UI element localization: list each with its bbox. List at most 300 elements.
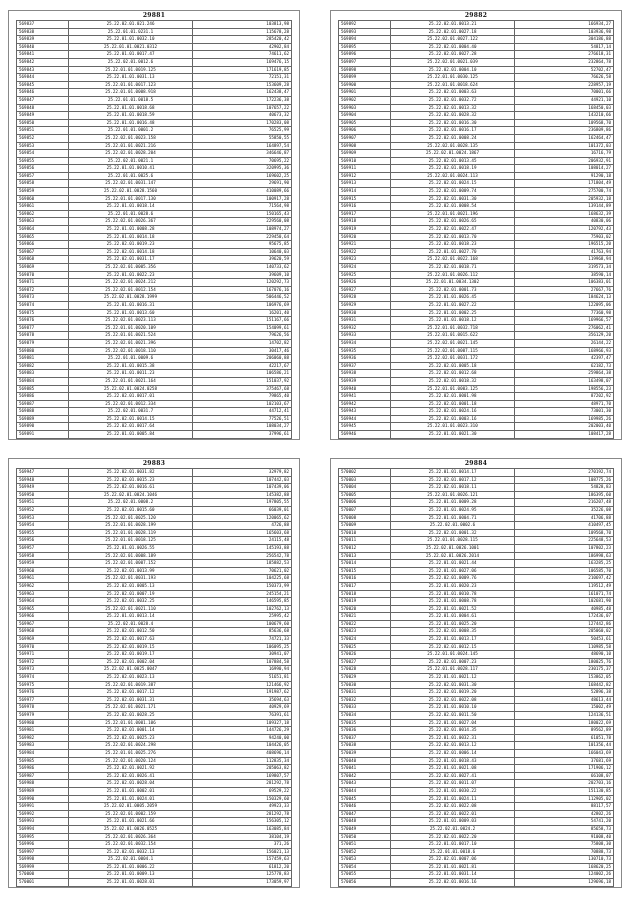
table-row bbox=[339, 749, 614, 757]
record-id-cell: 569977 bbox=[17, 696, 69, 704]
reference-code-cell: 25.22.02.01.0018.19 bbox=[390, 165, 515, 173]
reference-code-cell: 25.22.02.01.0002.04 bbox=[68, 658, 193, 666]
table-row bbox=[339, 119, 614, 127]
amount-cell: 169807,57 bbox=[193, 772, 292, 780]
amount-cell: 95675,85 bbox=[193, 241, 292, 249]
amount-cell: 186998,63 bbox=[515, 552, 614, 560]
table-row bbox=[339, 233, 614, 241]
record-id-cell: 569921 bbox=[339, 241, 391, 249]
reference-code-cell: 25.22.02.01.0017.12 bbox=[390, 476, 515, 484]
amount-cell: 119512,49 bbox=[515, 582, 614, 590]
record-id-cell: 570046 bbox=[339, 803, 391, 811]
amount-cell: 52702,47 bbox=[515, 66, 614, 74]
reference-code-cell: 25.22.02.01.0008.24 bbox=[390, 134, 515, 142]
amount-cell: 16990,94 bbox=[193, 666, 292, 674]
table-row bbox=[339, 96, 614, 104]
record-id-cell: 570052 bbox=[339, 848, 391, 856]
table-row bbox=[17, 810, 292, 818]
amount-cell: 276618,31 bbox=[515, 51, 614, 59]
record-id-cell: 569879 bbox=[17, 339, 69, 347]
reference-code-cell: 25.22.01.01.0002.01 bbox=[68, 787, 193, 795]
record-id-cell: 569873 bbox=[17, 294, 69, 302]
record-id-cell: 569926 bbox=[339, 279, 391, 287]
reference-code-cell: 25.22.02.01.0007.23 bbox=[390, 658, 515, 666]
amount-cell: 125778,83 bbox=[193, 871, 292, 879]
amount-cell: 232864,78 bbox=[515, 58, 614, 66]
amount-cell: 146595,85 bbox=[193, 598, 292, 606]
table-row bbox=[339, 734, 614, 742]
reference-code-cell: 25.22.02.01.0031.31 bbox=[68, 696, 193, 704]
reference-code-cell: 25.22.02.01.0014.35 bbox=[390, 727, 515, 735]
reference-code-cell: 25.22.02.01.0012.334 bbox=[68, 400, 193, 408]
reference-code-cell: 25.22.02.01.0012.15 bbox=[390, 643, 515, 651]
reference-code-cell: 25.22.02.01.0031.172 bbox=[390, 355, 515, 363]
reference-code-cell: 25.22.02.01.0017.63 bbox=[68, 636, 193, 644]
amount-cell: 371,26 bbox=[193, 841, 292, 849]
table-row bbox=[339, 89, 614, 97]
reference-code-cell: 25.22.01.01.0010.10 bbox=[390, 704, 515, 712]
table-row bbox=[339, 780, 614, 788]
amount-cell: 276062,41 bbox=[515, 324, 614, 332]
table-row bbox=[17, 112, 292, 120]
table-row bbox=[17, 317, 292, 325]
amount-cell: 410497,45 bbox=[515, 522, 614, 530]
amount-cell: 229450,64 bbox=[193, 233, 292, 241]
record-id-cell: 569937 bbox=[339, 362, 391, 370]
reference-code-cell: 25.22.02.01.0028.204 bbox=[68, 150, 193, 158]
record-id-cell: 570006 bbox=[339, 499, 391, 507]
table-row bbox=[17, 871, 292, 879]
table-row bbox=[339, 355, 614, 363]
reference-code-cell: 25.22.02.01.0027.41 bbox=[390, 772, 515, 780]
amount-cell: 356129,20 bbox=[515, 332, 614, 340]
record-id-cell: 569995 bbox=[17, 833, 69, 841]
reference-code-cell: 25.22.01.01.0003.125 bbox=[390, 385, 515, 393]
amount-cell: 154099,61 bbox=[193, 324, 292, 332]
reference-code-cell: 25.22.01.01.0017.130 bbox=[68, 195, 193, 203]
amount-cell: 163285,25 bbox=[515, 560, 614, 568]
table-row bbox=[339, 393, 614, 401]
table-row bbox=[17, 142, 292, 150]
record-id-cell: 570025 bbox=[339, 643, 391, 651]
reference-code-cell: 25.22.02.01.0021.171 bbox=[68, 704, 193, 712]
amount-cell: 77360,98 bbox=[515, 309, 614, 317]
reference-code-cell: 25.22.02.01.0001.73 bbox=[390, 286, 515, 294]
record-id-cell: 569890 bbox=[17, 423, 69, 431]
reference-code-cell: 25.22.02.01.0021.110 bbox=[68, 605, 193, 613]
record-id-cell: 569951 bbox=[17, 499, 69, 507]
record-id-cell: 569904 bbox=[339, 112, 391, 120]
amount-cell: 164897,54 bbox=[193, 142, 292, 150]
table-row bbox=[17, 355, 292, 363]
record-id-cell: 569999 bbox=[17, 863, 69, 871]
reference-code-cell: 25.22.02.01.0012.6 bbox=[68, 58, 193, 66]
reference-code-cell: 25.22.01.01.0009.13 bbox=[68, 871, 193, 879]
reference-code-cell: 25.22.01.01.0009.03 bbox=[390, 818, 515, 826]
record-id-cell: 569838 bbox=[17, 28, 69, 36]
reference-code-cell: 25.22.02.01.0013.12 bbox=[390, 742, 515, 750]
amount-cell: 50453,61 bbox=[515, 636, 614, 644]
record-id-cell: 569974 bbox=[17, 674, 69, 682]
table-row bbox=[17, 43, 292, 51]
amount-cell: 101356,44 bbox=[515, 742, 614, 750]
table-row bbox=[17, 491, 292, 499]
table-row bbox=[17, 605, 292, 613]
table-row bbox=[17, 537, 292, 545]
reference-code-cell: 25.22.02.01.0032.13 bbox=[68, 848, 193, 856]
table-row bbox=[339, 21, 614, 29]
amount-cell: 52896,38 bbox=[515, 689, 614, 697]
record-id-cell: 569997 bbox=[17, 848, 69, 856]
table-row bbox=[339, 81, 614, 89]
data-table bbox=[338, 468, 614, 887]
amount-cell: 161071,74 bbox=[515, 590, 614, 598]
amount-cell: 104225,68 bbox=[193, 575, 292, 583]
record-id-cell: 569902 bbox=[339, 96, 391, 104]
table-row bbox=[339, 681, 614, 689]
amount-cell: 106976,69 bbox=[193, 301, 292, 309]
amount-cell: 185882,53 bbox=[193, 560, 292, 568]
table-row bbox=[17, 552, 292, 560]
reference-code-cell: 25.22.01.01.0017.47 bbox=[68, 51, 193, 59]
record-id-cell: 569954 bbox=[17, 522, 69, 530]
amount-cell: 206060,88 bbox=[193, 355, 292, 363]
amount-cell: 171906,12 bbox=[515, 765, 614, 773]
amount-cell: 205063,82 bbox=[193, 765, 292, 773]
amount-cell: 168450,03 bbox=[515, 104, 614, 112]
reference-code-cell: 25.22.02.01.0025.120 bbox=[68, 514, 193, 522]
table-row bbox=[17, 150, 292, 158]
record-id-cell: 569989 bbox=[17, 787, 69, 795]
table-row bbox=[17, 233, 292, 241]
table-row bbox=[339, 810, 614, 818]
amount-cell: 127442,86 bbox=[515, 620, 614, 628]
record-id-cell: 570037 bbox=[339, 734, 391, 742]
table-row bbox=[17, 727, 292, 735]
record-id-cell: 569975 bbox=[17, 681, 69, 689]
record-id-cell: 570004 bbox=[339, 484, 391, 492]
record-id-cell: 569958 bbox=[17, 552, 69, 560]
table-row bbox=[17, 286, 292, 294]
record-id-cell: 569888 bbox=[17, 408, 69, 416]
table-row bbox=[339, 787, 614, 795]
reference-code-cell: 25.22.02.01.0002.159 bbox=[68, 810, 193, 818]
table-row bbox=[17, 301, 292, 309]
table-row bbox=[17, 803, 292, 811]
reference-code-cell: 25.22.01.01.0018.14 bbox=[68, 203, 193, 211]
table-row bbox=[17, 757, 292, 765]
table-row bbox=[17, 218, 292, 226]
reference-code-cell: 25.22.01.01.0027.04 bbox=[390, 719, 515, 727]
amount-cell: 206932,91 bbox=[515, 157, 614, 165]
amount-cell: 163498,07 bbox=[515, 377, 614, 385]
record-id-cell: 570000 bbox=[17, 871, 69, 879]
record-id-cell: 569869 bbox=[17, 264, 69, 272]
table-row bbox=[17, 780, 292, 788]
record-id-cell: 569978 bbox=[17, 704, 69, 712]
table-row bbox=[17, 119, 292, 127]
amount-cell: 44921,10 bbox=[515, 96, 614, 104]
amount-cell: 170283,08 bbox=[193, 119, 292, 127]
record-id-cell: 570035 bbox=[339, 719, 391, 727]
record-id-cell: 569957 bbox=[17, 544, 69, 552]
amount-cell: 40985,48 bbox=[515, 605, 614, 613]
amount-cell: 42397,47 bbox=[515, 355, 614, 363]
record-id-cell: 569847 bbox=[17, 96, 69, 104]
amount-cell: 410089,66 bbox=[193, 188, 292, 196]
reference-code-cell: 25.22.02.01.0011.50 bbox=[390, 712, 515, 720]
table-row bbox=[339, 848, 614, 856]
table-row bbox=[17, 696, 292, 704]
amount-cell: 102681,90 bbox=[515, 598, 614, 606]
table-row bbox=[339, 582, 614, 590]
data-table bbox=[338, 20, 614, 439]
table-row bbox=[17, 264, 292, 272]
amount-cell: 108417,28 bbox=[515, 431, 614, 439]
reference-code-cell: 25.22.02.01.0013.45 bbox=[390, 157, 515, 165]
record-id-cell: 570027 bbox=[339, 658, 391, 666]
amount-cell: 109568,70 bbox=[515, 529, 614, 537]
reference-code-cell: 25.22.02.01.0017.64 bbox=[68, 423, 193, 431]
record-id-cell: 569944 bbox=[339, 415, 391, 423]
amount-cell: 236809,86 bbox=[515, 127, 614, 135]
amount-cell: 120065,62 bbox=[193, 514, 292, 522]
amount-cell: 346646,87 bbox=[193, 150, 292, 158]
amount-cell: 120292,73 bbox=[193, 279, 292, 287]
amount-cell: 150373,99 bbox=[193, 582, 292, 590]
record-id-cell: 569889 bbox=[17, 415, 69, 423]
record-id-cell: 569918 bbox=[339, 218, 391, 226]
reference-code-cell: 25.22.02.01.0004.1 bbox=[68, 856, 193, 864]
reference-code-cell: 25.22.01.01.0017.123 bbox=[68, 81, 193, 89]
table-row bbox=[17, 598, 292, 606]
table-row bbox=[339, 264, 614, 272]
reference-code-cell: 25.22.02.01.0032.25 bbox=[68, 598, 193, 606]
reference-code-cell: 25.22.02.01.0005.13 bbox=[68, 582, 193, 590]
amount-cell: 180022,69 bbox=[515, 719, 614, 727]
table-row bbox=[17, 651, 292, 659]
record-id-cell: 570013 bbox=[339, 552, 391, 560]
table-row bbox=[339, 294, 614, 302]
table-row bbox=[17, 704, 292, 712]
record-id-cell: 569897 bbox=[339, 58, 391, 66]
record-id-cell: 570040 bbox=[339, 757, 391, 765]
reference-code-cell: 25.22.02.01.0017.12 bbox=[68, 689, 193, 697]
table-row bbox=[339, 112, 614, 120]
reference-code-cell: 25.22.02.01.0012.154 bbox=[68, 286, 193, 294]
table-row bbox=[17, 742, 292, 750]
table-row bbox=[17, 332, 292, 340]
record-id-cell: 569940 bbox=[339, 385, 391, 393]
reference-code-cell: 25.22.02.01.0019.15 bbox=[68, 643, 193, 651]
amount-cell: 198556,23 bbox=[515, 385, 614, 393]
table-row bbox=[339, 863, 614, 871]
table-row bbox=[17, 104, 292, 112]
table-row bbox=[17, 294, 292, 302]
record-id-cell: 569866 bbox=[17, 241, 69, 249]
amount-cell: 169985,26 bbox=[515, 415, 614, 423]
amount-cell: 74721,33 bbox=[193, 636, 292, 644]
record-id-cell: 570055 bbox=[339, 871, 391, 879]
amount-cell: 24115,48 bbox=[193, 537, 292, 545]
amount-cell: 151130,85 bbox=[515, 787, 614, 795]
amount-cell: 228957,19 bbox=[515, 81, 614, 89]
table-row bbox=[339, 271, 614, 279]
table-row bbox=[339, 620, 614, 628]
record-id-cell: 569883 bbox=[17, 370, 69, 378]
table-row bbox=[17, 58, 292, 66]
table-row bbox=[17, 825, 292, 833]
data-table bbox=[16, 468, 292, 887]
record-id-cell: 569930 bbox=[339, 309, 391, 317]
table-row bbox=[17, 469, 292, 477]
amount-cell: 162438,47 bbox=[193, 89, 292, 97]
record-id-cell: 570023 bbox=[339, 628, 391, 636]
table-row bbox=[17, 544, 292, 552]
reference-code-cell: 25.22.02.01.0022.168 bbox=[390, 256, 515, 264]
record-id-cell: 569896 bbox=[339, 51, 391, 59]
table-row bbox=[339, 317, 614, 325]
reference-code-cell: 25.22.02.01.0016.30 bbox=[390, 119, 515, 127]
table-row bbox=[17, 628, 292, 636]
amount-cell: 70621,02 bbox=[193, 567, 292, 575]
record-id-cell: 569868 bbox=[17, 256, 69, 264]
amount-cell: 40673,32 bbox=[193, 112, 292, 120]
record-id-cell: 569939 bbox=[339, 377, 391, 385]
table-row bbox=[339, 757, 614, 765]
reference-code-cell: 25.22.02.01.0008.35 bbox=[390, 628, 515, 636]
table-row bbox=[17, 51, 292, 59]
reference-code-cell: 25.22.01.01.0018.12 bbox=[390, 317, 515, 325]
reference-code-cell: 25.22.01.01.0004.71 bbox=[390, 514, 515, 522]
amount-cell: 112905,02 bbox=[515, 795, 614, 803]
amount-cell: 145382,88 bbox=[193, 491, 292, 499]
reference-code-cell: 25.22.01.01.0014.17 bbox=[390, 469, 515, 477]
table-row bbox=[339, 772, 614, 780]
record-id-cell: 569973 bbox=[17, 666, 69, 674]
table-row bbox=[339, 218, 614, 226]
record-id-cell: 570018 bbox=[339, 590, 391, 598]
reference-code-cell: 25.22.01.01.0010.78 bbox=[390, 590, 515, 598]
amount-cell: 408696,14 bbox=[193, 749, 292, 757]
reference-code-cell: 25.22.01.01.0009.6 bbox=[68, 355, 193, 363]
table-row bbox=[17, 400, 292, 408]
amount-cell: 40830,06 bbox=[515, 218, 614, 226]
record-id-cell: 569909 bbox=[339, 150, 391, 158]
reference-code-cell: 25.22.02.01.0007.115 bbox=[390, 347, 515, 355]
table-row bbox=[17, 674, 292, 682]
table-row bbox=[17, 818, 292, 826]
reference-code-cell: 25.22.01.01.0008.918 bbox=[68, 89, 193, 97]
record-id-cell: 569972 bbox=[17, 658, 69, 666]
reference-code-cell: 25.22.01.01.0034.1302 bbox=[390, 279, 515, 287]
record-id-cell: 570028 bbox=[339, 666, 391, 674]
reference-code-cell: 25.22.02.01.0002.6 bbox=[390, 522, 515, 530]
reference-code-cell: 25.22.02.01.0005.356 bbox=[68, 264, 193, 272]
record-id-cell: 570002 bbox=[339, 469, 391, 477]
table-row bbox=[339, 628, 614, 636]
table-row bbox=[17, 134, 292, 142]
reference-code-cell: 25.22.02.01.0031.193 bbox=[68, 575, 193, 583]
reference-code-cell: 25.22.01.01.0028.01 bbox=[68, 879, 193, 887]
record-id-cell: 570022 bbox=[339, 620, 391, 628]
reference-code-cell: 25.22.01.01.0004.61 bbox=[390, 613, 515, 621]
record-id-cell: 569993 bbox=[17, 818, 69, 826]
record-id-cell: 569917 bbox=[339, 210, 391, 218]
table-row bbox=[339, 66, 614, 74]
reference-code-cell: 25.22.01.01.0032.10 bbox=[68, 36, 193, 44]
record-id-cell: 569994 bbox=[17, 825, 69, 833]
amount-cell: 26144,22 bbox=[515, 339, 614, 347]
record-id-cell: 570007 bbox=[339, 506, 391, 514]
record-id-cell: 569843 bbox=[17, 66, 69, 74]
record-id-cell: 570031 bbox=[339, 689, 391, 697]
table-row bbox=[339, 423, 614, 431]
amount-cell: 139144,89 bbox=[515, 203, 614, 211]
amount-cell: 76626,58 bbox=[515, 74, 614, 82]
amount-cell: 38104,19 bbox=[193, 833, 292, 841]
reference-code-cell: 25.22.01.01.0026.55 bbox=[68, 544, 193, 552]
amount-cell: 191987,62 bbox=[193, 689, 292, 697]
record-id-cell: 569956 bbox=[17, 537, 69, 545]
amount-cell: 35694,63 bbox=[193, 696, 292, 704]
record-id-cell: 569905 bbox=[339, 119, 391, 127]
amount-cell: 129696,18 bbox=[515, 879, 614, 887]
table-row bbox=[339, 506, 614, 514]
reference-code-cell: 25.22.01.01.0021.44 bbox=[390, 560, 515, 568]
record-id-cell: 569872 bbox=[17, 286, 69, 294]
amount-cell: 71564,98 bbox=[193, 203, 292, 211]
table-row bbox=[339, 134, 614, 142]
amount-cell: 106095,25 bbox=[193, 643, 292, 651]
amount-cell: 107657,22 bbox=[193, 104, 292, 112]
table-row bbox=[339, 795, 614, 803]
record-id-cell: 569959 bbox=[17, 560, 69, 568]
page-sheet-3 bbox=[8, 458, 300, 888]
amount-cell: 143210,66 bbox=[515, 112, 614, 120]
reference-code-cell: 25.22.02.01.0026.0525 bbox=[68, 825, 193, 833]
record-id-cell: 569870 bbox=[17, 271, 69, 279]
record-id-cell: 569933 bbox=[339, 332, 391, 340]
record-id-cell: 569955 bbox=[17, 529, 69, 537]
reference-code-cell: 25.22.01.01.0014.18 bbox=[68, 233, 193, 241]
reference-code-cell: 25.22.01.01.0030.22 bbox=[390, 787, 515, 795]
record-id-cell: 570033 bbox=[339, 704, 391, 712]
table-row bbox=[17, 856, 292, 864]
amount-cell: 275700,74 bbox=[515, 188, 614, 196]
reference-code-cell: 25.22.01.01.0028.117 bbox=[390, 666, 515, 674]
record-id-cell: 569964 bbox=[17, 598, 69, 606]
record-id-cell: 569901 bbox=[339, 89, 391, 97]
amount-cell: 109568,70 bbox=[515, 119, 614, 127]
amount-cell: 40929,69 bbox=[193, 704, 292, 712]
record-id-cell: 569970 bbox=[17, 643, 69, 651]
amount-cell: 153862,05 bbox=[515, 674, 614, 682]
table-row bbox=[339, 172, 614, 180]
amount-cell: 259864,38 bbox=[515, 370, 614, 378]
record-id-cell: 569837 bbox=[17, 21, 69, 29]
reference-code-cell: 25.22.01.01.0021.81 bbox=[390, 863, 515, 871]
table-row bbox=[17, 499, 292, 507]
table-row bbox=[339, 674, 614, 682]
reference-code-cell: 25.22.02.01.0013.70 bbox=[390, 233, 515, 241]
amount-cell: 27667,76 bbox=[515, 286, 614, 294]
amount-cell: 304186,88 bbox=[515, 36, 614, 44]
amount-cell: 42902,84 bbox=[193, 43, 292, 51]
page-header-number: 29884 bbox=[464, 460, 488, 467]
amount-cell: 180025,76 bbox=[515, 658, 614, 666]
reference-code-cell: 25.22.02.01.0026.367 bbox=[68, 218, 193, 226]
